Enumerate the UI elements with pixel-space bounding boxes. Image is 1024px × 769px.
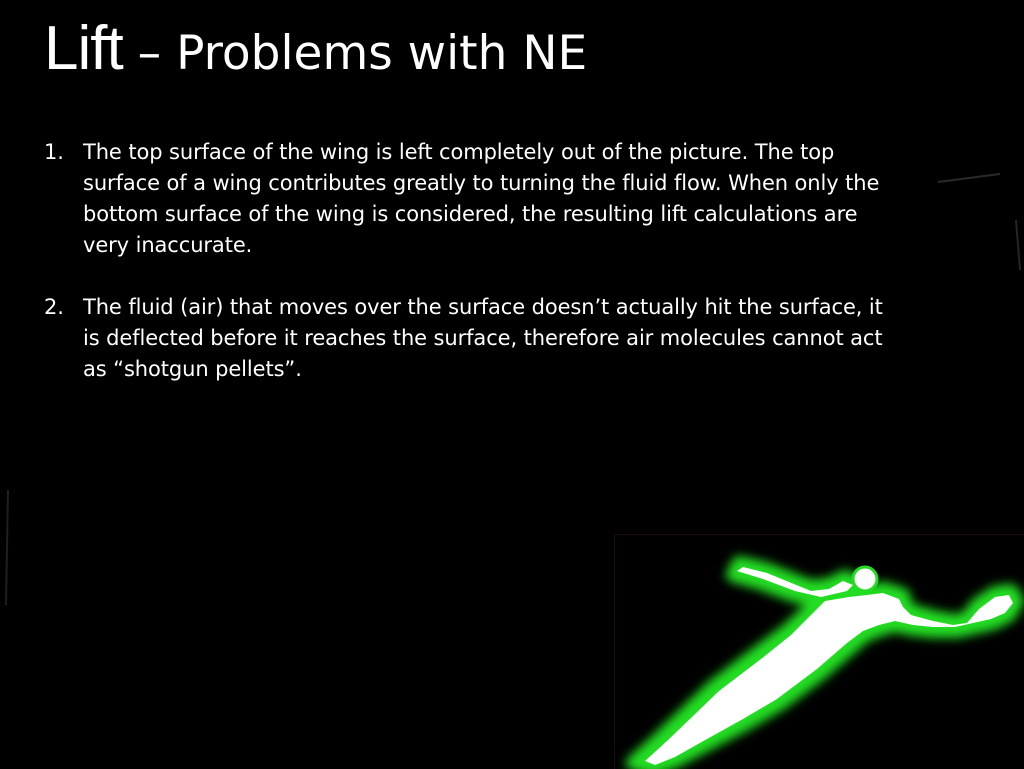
decorative-strokes-right — [930, 160, 1024, 280]
slide-title — [44, 14, 588, 83]
title-main: Lift — [44, 14, 123, 83]
numbered-list — [44, 137, 884, 385]
diving-player-icon — [615, 535, 1024, 769]
list-item-number: 1. — [44, 140, 64, 164]
list-item-text: The top surface of the wing is left completely out of the picture. The top surface of a wing contributes greatly to turning the fluid flow. When only the bottom surface of the wing is considered, the resulting lift calculations are very inaccurate. — [83, 140, 880, 257]
list-item — [44, 292, 884, 385]
list-item-number: 2. — [44, 295, 64, 319]
list-item-text: The fluid (air) that moves over the surface doesn’t actually hit the surface, it is deflected before it reaches the surface, therefore air molecules cannot act as “shotgun pellets”. — [83, 295, 883, 381]
list-item — [44, 137, 884, 261]
decorative-stroke-left — [0, 480, 20, 610]
figure-frame — [614, 534, 1024, 769]
title-subtitle: – Problems with NE — [122, 26, 588, 81]
